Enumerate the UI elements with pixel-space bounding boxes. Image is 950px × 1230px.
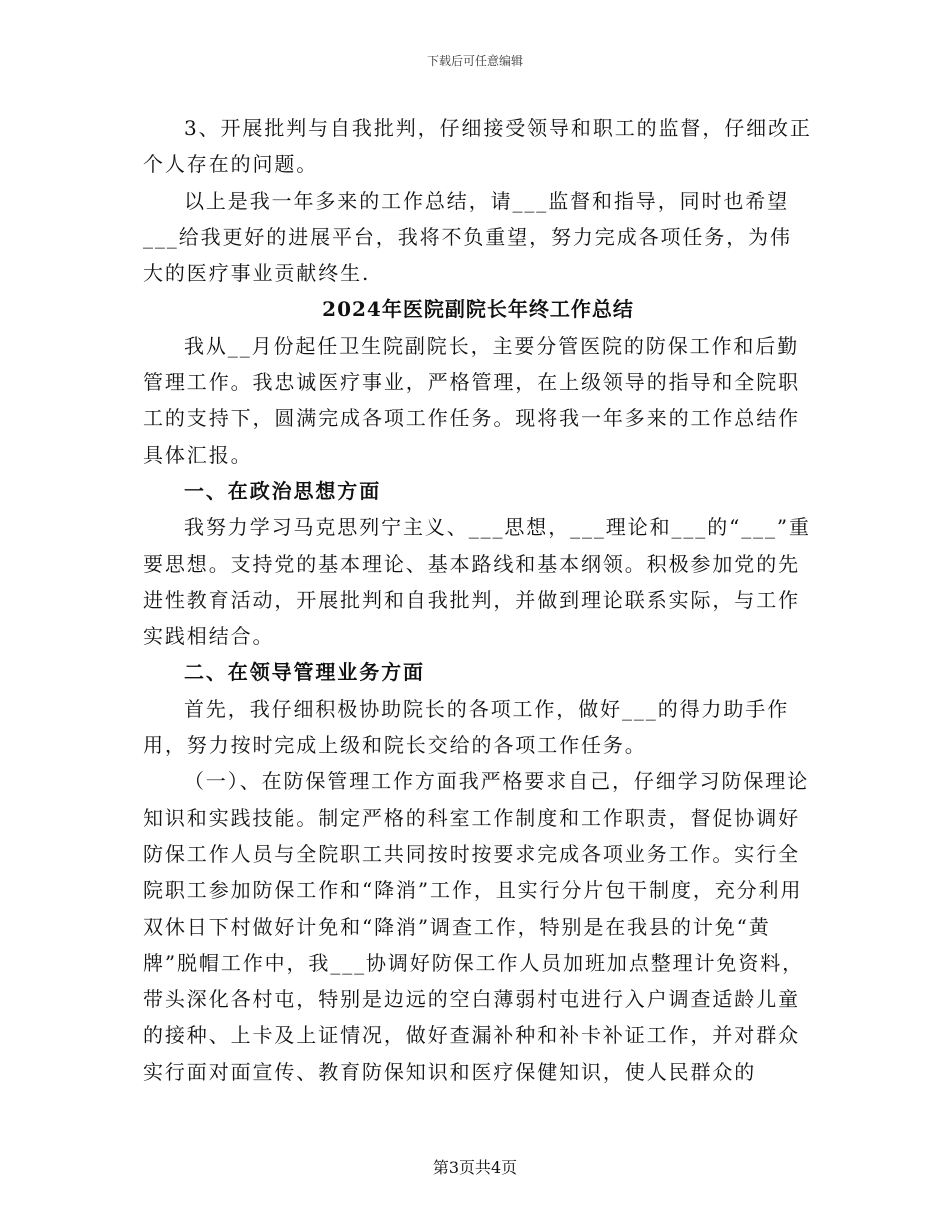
paragraph-criticism: 3、开展批判与自我批判，仔细接受领导和职工的监督，仔细改正个人存在的问题。 (143, 116, 812, 177)
section-heading-political: 一、在政治思想方面 (184, 478, 382, 503)
document-title: 2024年医院副院长年终工作总结 (322, 297, 634, 322)
page-header-note: 下载后可任意编辑 (426, 54, 523, 68)
paragraph-intro: 我从__月份起任卫生院副院长，主要分管医院的防保工作和后勤管理工作。我忠诚医疗事业，严格管理，在上级领导的指导和全院职工的支持下，圆满完成各项工作任务。现将我一年多来的工作总结作具体汇报。 (143, 333, 800, 467)
paragraph-summary-closing: 以上是我一年多来的工作总结，请___监督和指导，同时也希望___给我更好的进展平台，我将不负重望，努力完成各项任务，为伟大的医疗事业贡献终生. (143, 188, 792, 286)
section-heading-management: 二、在领导管理业务方面 (184, 660, 425, 685)
paragraph-assist-director: 首先，我仔细积极协助院长的各项工作，做好___的得力助手作用，努力按时完成上级和院长交给的各项工作任务。 (143, 696, 790, 758)
paragraph-political: 我努力学习马克思列宁主义、___思想，___理论和___的“___”重要思想。支持党的基本理论、基本路线和基本纲领。积极参加党的先进性教育活动，开展批判和自我批判，并做到理论联系实际，与工作实践相结合。 (143, 515, 811, 649)
page-number-footer: 第3页共4页 (432, 1158, 518, 1177)
document-body (143, 110, 813, 1090)
paragraph-prevention-work: （一）、在防保管理工作方面我严格要求自己，仔细学习防保理论知识和实践技能。制定严格的科室工作制度和工作职责，督促协调好防保工作人员与全院职工共同按时按要求完成各项业务工作。实行全院职工参加防保工作和“降消”工作，且实行分片包干制度，充分利用双休日下村做好计免和“降消”调查工作，特别是在我县的计免“黄牌”脱帽工作中，我___协调好防保工作人员加班加点整理计免资料，带头深化各村屯，特别是边远的空白薄弱村屯进行入户调查适龄儿童的接种、上卡及上证情况，做好查漏补种和补卡补证工作，并对群众实行面对面宣传、教育防保知识和医疗保健知识，使人民群众的 (143, 769, 810, 1084)
